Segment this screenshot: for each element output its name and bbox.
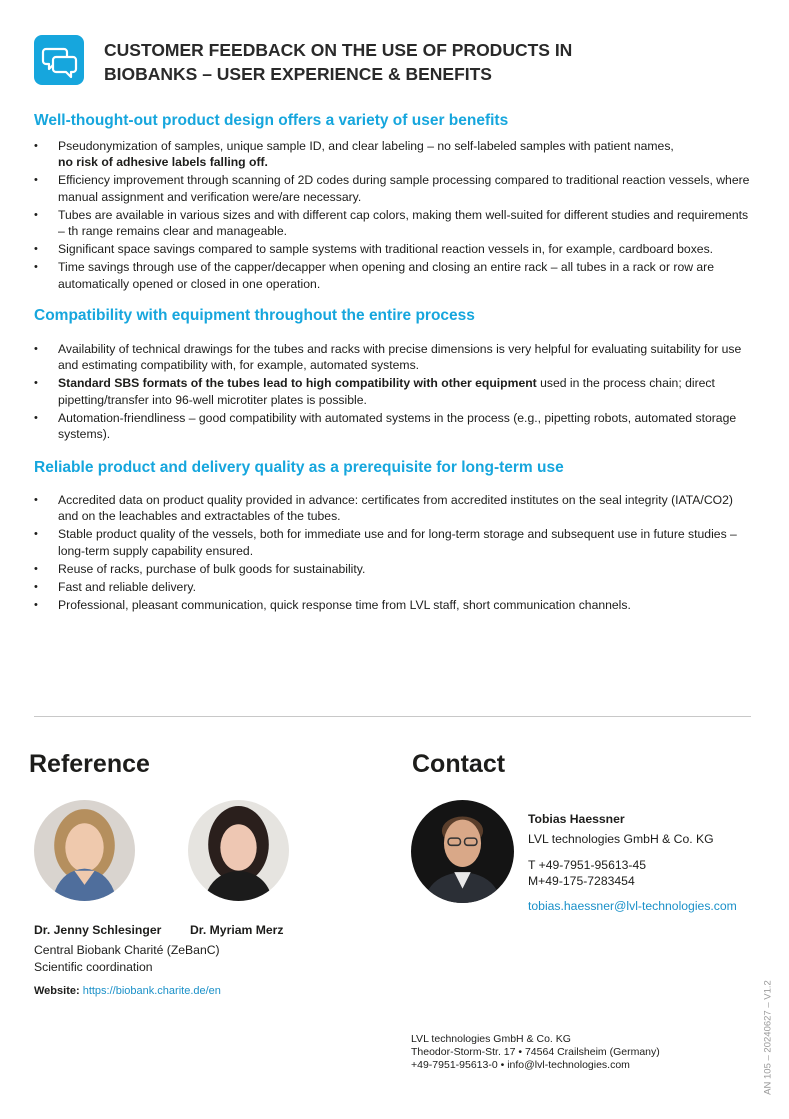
- list-item-text: Fast and reliable delivery.: [58, 580, 196, 595]
- portrait-photo-icon: [34, 800, 135, 901]
- reference-name-1: Dr. Jenny Schlesinger: [34, 923, 162, 937]
- footer-contact: +49-7951-95613-0 • info@lvl-technologies.com: [411, 1059, 630, 1071]
- list-item-text: Time savings through use of the capper/decapper when opening and closing an entire rack – all tubes in a rack or row are automatically opened or closed in one operation.: [58, 260, 715, 291]
- contact-name: Tobias Haessner: [528, 812, 625, 826]
- divider: [34, 716, 751, 717]
- list-item-text: Pseudonymization of samples, unique sample ID, and clear labeling – no self-labeled samples with patient names,: [58, 139, 674, 153]
- list-item-text: Tubes are available in various sizes and with different cap colors, making them well-suited for different studies and requirements – th range remains clear and manageable.: [58, 207, 749, 239]
- contact-phone[interactable]: T +49-7951-95613-45: [528, 858, 647, 872]
- section-heading-quality: Reliable product and delivery quality as a prerequisite for long-term use: [34, 459, 564, 476]
- page-title: [104, 38, 724, 86]
- website-link[interactable]: https://biobank.charite.de/en: [82, 985, 221, 997]
- website-label: Website:: [34, 985, 80, 997]
- list-item: [34, 138, 754, 170]
- contact-mobile[interactable]: M+49-175-7283454: [528, 874, 635, 888]
- list-item: [34, 526, 754, 558]
- list-item: [34, 492, 754, 524]
- list-item: [34, 259, 754, 291]
- page-title-line2: BIOBANKS – USER EXPERIENCE & BENEFITS: [104, 64, 492, 84]
- contact-heading: Contact: [412, 750, 506, 778]
- footer-company: LVL technologies GmbH & Co. KG: [411, 1033, 571, 1045]
- avatar-jenny-schlesinger: [34, 800, 135, 901]
- list-item-bold: no risk of adhesive labels falling off.: [58, 155, 268, 170]
- footer-street: Theodor-Storm-Str. 17 • 74564 Crailsheim (Germany): [411, 1046, 660, 1058]
- list-item: [34, 561, 754, 577]
- bullet-list-compatibility: [34, 341, 754, 444]
- avatar-myriam-merz: [188, 800, 289, 901]
- reference-name-2: Dr. Myriam Merz: [190, 923, 284, 937]
- list-item-text: used in the process chain; direct pipetting/transfer into 96-well microtiter plates is possible.: [58, 376, 715, 407]
- list-item-text: Automation-friendliness – good compatibility with automated systems in the process (e.g., pipetting robots, automated storage systems).: [58, 410, 737, 442]
- portrait-photo-icon: [411, 800, 514, 903]
- portrait-photo-icon: [188, 800, 289, 901]
- reference-heading: Reference: [29, 750, 150, 778]
- list-item: [34, 375, 754, 407]
- reference-institution: Central Biobank Charité (ZeBanC): [34, 943, 220, 957]
- contact-company: LVL technologies GmbH & Co. KG: [528, 832, 714, 846]
- document-version: AN 105 – 20240627 – V1.2: [762, 980, 774, 1095]
- avatar-tobias-haessner: [411, 800, 514, 903]
- list-item-text: Reuse of racks, purchase of bulk goods for sustainability.: [58, 561, 366, 576]
- list-item-text: Efficiency improvement through scanning of 2D codes during sample processing compared to traditional reaction vessels, where manual assignment and verification were/are necessary.: [58, 173, 750, 204]
- section-heading-design: Well-thought-out product design offers a variety of user benefits: [34, 112, 509, 129]
- list-item-text: Accredited data on product quality provided in advance: certificates from accredited institutes on the seal integrity (IATA/CO2) and on the leachables and extractables of the tubes.: [58, 493, 733, 524]
- list-item: [34, 410, 754, 442]
- list-item-text: Availability of technical drawings for the tubes and racks with precise dimensions is very helpful for evaluating suitability for use and estimating compatibility with, for example, automated systems.: [58, 342, 742, 373]
- list-item: [34, 172, 754, 204]
- list-item-text: Stable product quality of the vessels, both for immediate use and for long-term storage and subsequent use in future studies – long-term supply capability ensured.: [58, 527, 737, 558]
- reference-website: [34, 985, 221, 997]
- list-item: [34, 597, 754, 613]
- list-item-text: Professional, pleasant communication, quick response time from LVL staff, short communication channels.: [58, 598, 631, 613]
- list-item: [34, 241, 754, 257]
- reference-role: Scientific coordination: [34, 960, 153, 974]
- list-item: [34, 207, 754, 239]
- list-item: [34, 341, 754, 373]
- section-heading-compatibility: Compatibility with equipment throughout the entire process: [34, 307, 475, 324]
- page-title-line1: CUSTOMER FEEDBACK ON THE USE OF PRODUCTS IN: [104, 40, 573, 60]
- contact-email-link[interactable]: tobias.haessner@lvl-technologies.com: [528, 899, 737, 913]
- bullet-list-design: [34, 138, 754, 294]
- list-item-bold: Standard SBS formats of the tubes lead to high compatibility with other equipment: [58, 376, 537, 391]
- bullet-list-quality: [34, 492, 754, 615]
- footer-address: [411, 1033, 660, 1072]
- list-item-text: Significant space savings compared to sample systems with traditional reaction vessels in, for example, cardboard boxes.: [58, 242, 714, 257]
- speech-bubbles-icon: [34, 35, 84, 85]
- list-item: [34, 579, 754, 595]
